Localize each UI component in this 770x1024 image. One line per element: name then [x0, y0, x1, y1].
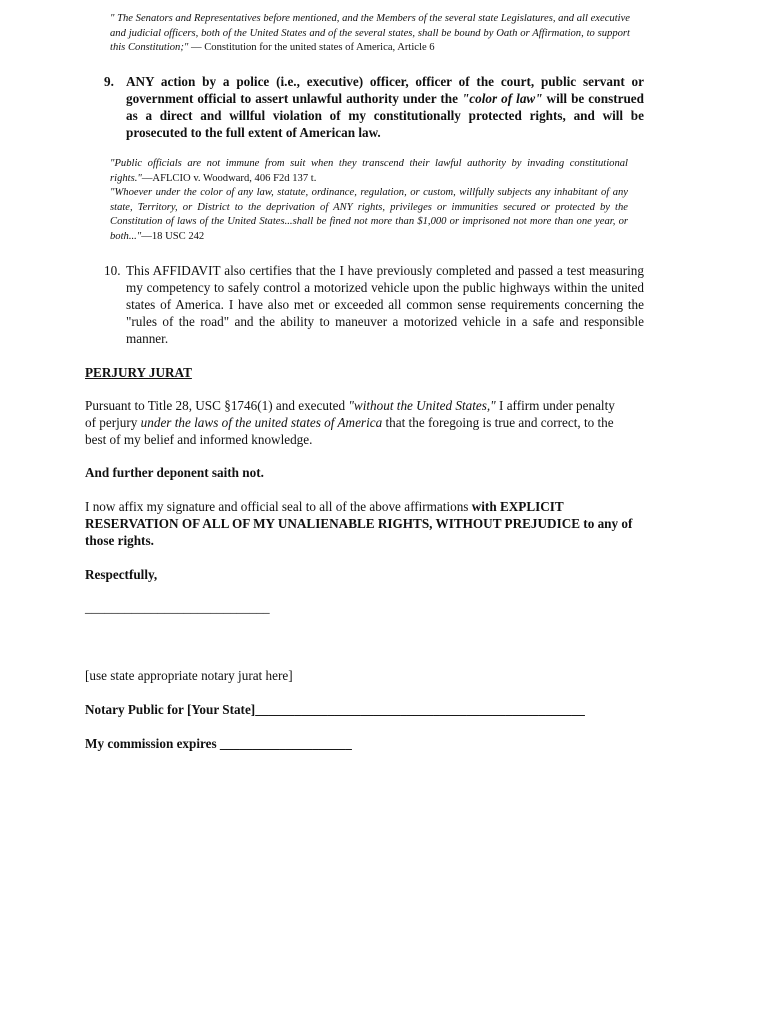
item-10-number: 10.	[104, 263, 121, 278]
aflcio-quote-source: —AFLCIO v. Woodward, 406 F2d 137 t.	[141, 172, 317, 184]
signature-line: ____________________________	[85, 600, 270, 615]
aflcio-quote	[110, 157, 628, 186]
item-10	[104, 262, 644, 347]
jurat-paragraph: Pursuant to Title 28, USC §1746(1) and executed "without the United States," I affirm under penalty of perjury under the laws of the united states of America that the foregoing is true and correct, to the best of my belief and informed knowledge.	[85, 398, 615, 447]
constitution-quote-source: — Constitution for the united states of America, Article 6	[188, 42, 435, 54]
notary-public-line: Notary Public for [Your State]__________________________________________________	[85, 702, 585, 717]
affix-paragraph: I now affix my signature and official seal to all of the above affirmations with EXPLICIT RESERVATION OF ALL OF MY UNALIENABLE RIGHTS, WITHOUT PREJUDICE to any of those rights.	[85, 499, 633, 548]
perjury-jurat-heading: PERJURY JURAT	[85, 365, 192, 380]
usc-242-quote	[110, 186, 628, 244]
item-9-number: 9.	[104, 74, 114, 89]
item-10-text: This AFFIDAVIT also certifies that the I have previously completed and passed a test measuring my competency to safely control a motorized vehicle upon the public highways within the united states of America. I have also met or exceeded all common sense requirements concerning the "rules of the road" and the ability to maneuver a motorized vehicle in a safe and responsible manner.	[126, 263, 644, 346]
notary-jurat-note: [use state appropriate notary jurat here]	[85, 668, 293, 683]
further-deponent-line: And further deponent saith not.	[85, 465, 264, 480]
usc-242-quote-source: —18 USC 242	[141, 230, 205, 242]
usc-242-quote-text: "Whoever under the color of any law, statute, ordinance, regulation, or custom, willfully subjects any inhabitant of any state, Territory, or District to the deprivation of ANY rights, privileges or immunities secured or protected by the Constitution of laws of the United States...shall be fined not more than $1,000 or imprisoned not more than one year, or both..."	[110, 187, 628, 242]
aflcio-quote-text: "Public officials are not immune from suit when they transcend their lawful authority by invading constitutional rights."	[110, 158, 628, 184]
commission-expires-line: My commission expires ____________________	[85, 736, 352, 751]
respectfully-line: Respectfully,	[85, 567, 158, 582]
constitution-quote	[110, 12, 630, 56]
color-of-law-phrase: "color of law"	[461, 91, 543, 106]
item-9-text: ANY action by a police (i.e., executive) officer, officer of the court, public servant or government official to assert unlawful authority under the "color of law" will be construed as a direct and willful violation of my constitutionally protected rights, and will be prosecuted to the full extent of American law.	[126, 74, 644, 140]
item-9	[104, 73, 644, 141]
constitution-quote-text: " The Senators and Representatives before mentioned, and the Members of the several state Legislatures, and all executive and judicial officers, both of the United States and of the several states, shall be bound by Oath or Affirmation, to support this Constitution;"	[110, 13, 630, 54]
